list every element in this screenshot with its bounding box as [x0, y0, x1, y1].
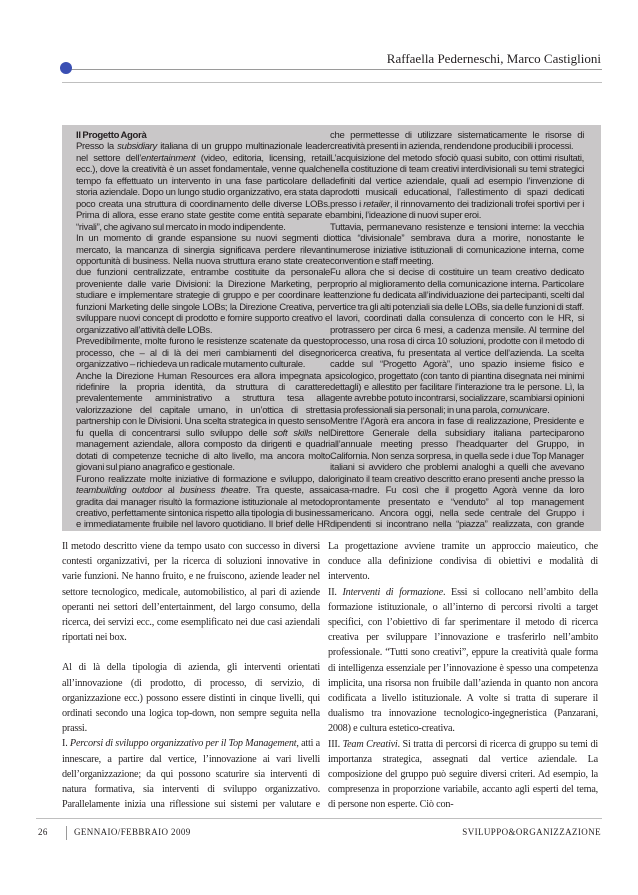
box-column-left [76, 130, 330, 530]
box-paragraph: L’acquisizione del metodo sfociò quasi subito, con ottimi risultati, nella costituzione di team creativi interdivisionali su temi strategici definiti dal vertice aziendale, quali ad esempio l’invenzione di prodotti musicali educational, l’allestimento di spazi dedicati presso i retailer, il rinnovamento dei tradizionali trofei sportivi per i bambini, l’ideazione di nuovi super eroi. [330, 152, 584, 222]
footer-journal: SVILUPPO&ORGANIZZAZIONE [462, 827, 601, 837]
body-column-right [328, 539, 598, 809]
box-paragraph: I lavori, coordinati dalla consulenza di concerto con le HR, si protrassero per circa 6 mesi, a cadenza mensile. Al termine del processo, una rosa di circa 10 soluzioni, prodotte con il metodo di ricerca creativa, fu presentata al vertice dell’azienda. La scelta cadde sul “Progetto Agorà”, uno spazio insieme fisico e psicologico, progettato (con tanto di piantina disegnata nei minimi dettagli) e allestito per facilitare l’interazione tra le persone. Lì, la gente avrebbe potuto incontrarsi, socializzare, scambiarsi opinioni sia professionali sia personali; in una parola, comunicare. [330, 313, 584, 416]
body-column-left [62, 539, 320, 809]
body-paragraph: III. Team Creativi. Si tratta di percorsi di ricerca di gruppo su temi di importanza strategica, assegnati dal vertice aziendale. La composizione del gruppo può seguire diversi criteri. Ad esempio, la compresenza in proporzione variabile, accanto agli esperti del tema, di persone non esperte. Ciò con- [328, 738, 598, 809]
box-paragraph: che permettesse di utilizzare sistematicamente le risorse di creatività presenti in azienda, rendendone producibili i processi. [330, 130, 584, 153]
box-paragraph: Tuttavia, permanevano resistenze e tensioni interne: la vecchia ottica “divisionale” sembrava dura a morire, nonostante le numerose iniziative istituzionali di comunicazione interna, come convention e staff meeting. [330, 221, 584, 267]
box-paragraph: Anche la Direzione Human Resources era allora impegnata a ridefinire la propria identità, da struttura di carattere prevalentemente amministrativo a struttura tesa alla valorizzazione del capitale umano, in un’ottica di stretta partnership con le Divisioni. Una scelta strategica in questo senso fu quella di concentrarsi sullo sviluppo delle soft skills nel management aziendale, allora composto da dirigenti e quadri dotati di competenze tecniche di alto livello, ma ancora molto giovani sul piano anagrafico e gestionale. [76, 370, 330, 474]
header-dot [60, 62, 72, 74]
box-paragraph: Furono realizzate molte iniziative di formazione e sviluppo, dal teambuilding outdoor al business theatre. Tra queste, assai gradita dai manager risultò la formazione istituzionale al metodo creativo, perfettamente sintonica rispetto alla tipologia di business e immediatamente fruibile nel lavoro quotidiano. Il brief delle HR [76, 473, 330, 530]
header-rule-bottom [62, 82, 602, 83]
box-column-right [330, 130, 584, 530]
box-paragraph: Mentre l’Agorà era ancora in fase di realizzazione, Presidente e Direttore Generale della subsidiary italiana parteciparono all’annuale meeting presso l’headquarter del Gruppo, in California. Non senza sorpresa, in quella sede i due Top Manager italiani si avvidero che problemi analoghi a quelli che avevano originato il team creativo descritto erano presenti anche presso la casa-madre. Fu così che il progetto Agorà venne da loro prontamente presentato e “venduto” al top management americano. Ancora oggi, nella sede centrale del Gruppo i dipendenti si incontrano nella “piazza” realizzata, con grande [330, 416, 584, 530]
box-paragraph: Presso la subsidiary italiana di un gruppo multinazionale leader nel settore dell’entertainment (video, editoria, licensing, retail ecc.), dove la creatività è un asset fondamentale, venne qualche tempo fa effettuato un intervento in una fase particolare della storia aziendale. Dopo un lungo studio organizzativo, era stata da poco creata una struttura di coordinamento delle diverse LOBs. Prima di allora, esse erano state gestite come entità separate e “rivali”, che agivano sul mercato in modo indipendente. [76, 141, 330, 233]
footer-rule [36, 818, 602, 819]
header-authors: Raffaella Pederneschi, Marco Castiglioni [386, 51, 601, 66]
box-title: Il Progetto Agorà [76, 130, 147, 141]
box-paragraph: Fu allora che si decise di costituire un team creativo dedicato proprio al miglioramento della comunicazione interna. Particolare attenzione fu dedicata all’individuazione dei partecipanti, scelti dal vertice tra gli alti potenziali sia delle LOBs, sia delle funzioni di staff. [330, 267, 584, 313]
body-paragraph: Il metodo descritto viene da tempo usato con successo in diversi contesti organizzativi, per la ricerca di soluzioni innovative in varie funzioni. Ne hanno fruito, e ne fruiscono, aziende leader nel settore tecnologico, medicale, automobilistico, al pari di aziende operanti nei settori dell’entertainment, del largo consumo, della ricerca, dei servizi ecc., come esemplificato nei due casi aziendali riportati nei box. [62, 541, 320, 644]
box-paragraph: In un momento di grande espansione su nuovi segmenti di mercato, la mancanza di sinergia significava perdere rilevanti opportunità di business. Nella nuova struttura erano state create due funzioni centralizzate, entrambe costituite da personale proveniente dalle varie Divisioni: la Direzione Marketing, per studiare e implementare strategie di gruppo e per coordinare le funzioni Marketing delle singole LOBs; la Direzione Creativa, per sviluppare nuovi concept di prodotto e fornire supporto creativo e organizzativo all’attività delle LOBs. [76, 233, 330, 336]
footer-issue: GENNAIO/FEBBRAIO 2009 [74, 827, 191, 837]
body-paragraph: I. Percorsi di sviluppo organizzativo per il Top Management, atti a innescare, a partire dal vertice, l’innovazione ai vari livelli dell’organizzazione; da qui possono scaturire sia interventi di natura formativa, sia interventi di sviluppo organizzativo. Parallelamente inizia una riflessione sui sistemi per valutare e [62, 738, 320, 809]
footer-divider [66, 826, 67, 840]
body-paragraph: La progettazione avviene tramite un approccio maieutico, che conduce alla definizione condivisa di obiettivi e modalità di intervento. [328, 541, 598, 583]
body-paragraph: Al di là della tipologia di azienda, gli interventi orientati all’innovazione (di prodotto, di processo, di servizio, di organizzazione ecc.) possono essere distinti in cinque livelli, qui ordinati secondo una logica top-down, non sempre seguita nella prassi. [62, 662, 320, 735]
case-study-box [62, 125, 601, 531]
body-paragraph: II. Interventi di formazione. Essi si collocano nell’ambito della formazione istituzionale, o all’interno di percorsi rivolti a target specifici, con l’obiettivo di far sperimentare il metodo di ricerca creativa per sviluppare l’innovazione e trasferirlo nell’ambito professionale. “Tutti sono creativi”, eppure la creatività quale forma di intelligenza essenziale per l’innovazione è spesso una competenza implicita, una risorsa non fruibile dall’azienda in quanto non ancora codificata a livello istituzionale. A volte si tratta di superare il dualismo tra innovazione tecnologico-ingegneristica (Panzarani, 2008) e cultura estetico-creativa. [328, 586, 598, 735]
page-number: 26 [38, 827, 48, 837]
header-rule-top [62, 69, 602, 70]
box-paragraph: Prevedibilmente, molte furono le resistenze scatenate da questo processo, che – al di là dei meri cambiamenti del disegno organizzativo – richiedeva un radicale mutamento culturale. [76, 336, 330, 371]
